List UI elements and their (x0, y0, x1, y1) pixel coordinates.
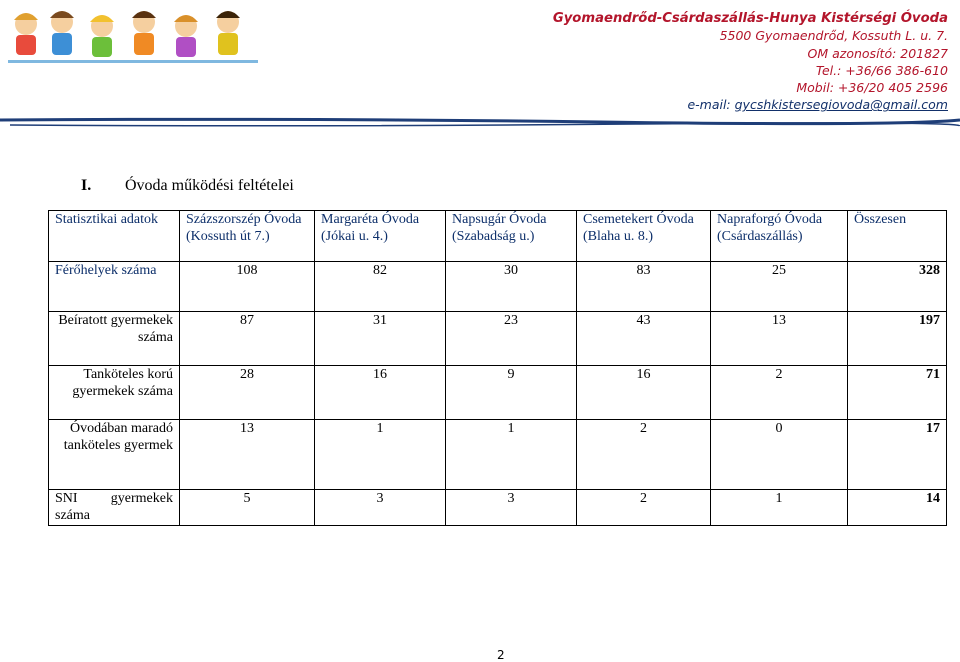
row-label: SNI gyermekek száma (49, 490, 180, 526)
table-row (49, 366, 947, 420)
email-link[interactable]: gycshkistersegiovoda@gmail.com (734, 97, 948, 113)
org-name: Gyomaendrőd-Csárdaszállás-Hunya Kistérségi Óvoda (552, 11, 948, 26)
row-total: 17 (848, 420, 947, 490)
row-total: 71 (848, 366, 947, 420)
table-cell: 0 (711, 420, 848, 490)
header-divider (0, 112, 960, 132)
table-cell: 13 (180, 420, 315, 490)
table-header-row (49, 211, 947, 262)
table-cell: 1 (446, 420, 577, 490)
table-row (49, 420, 947, 490)
table-cell: 16 (315, 366, 446, 420)
table-cell: 1 (315, 420, 446, 490)
row-label: Férőhelyek száma (49, 262, 180, 312)
row-total: 328 (848, 262, 947, 312)
table-cell: 5 (180, 490, 315, 526)
table-cell: 2 (577, 420, 711, 490)
org-address: 5500 Gyomaendrőd, Kossuth L. u. 7. (719, 28, 948, 44)
table-cell: 1 (711, 490, 848, 526)
section-title (81, 177, 294, 195)
section-title-text: Óvoda működési feltételei (125, 177, 294, 194)
table-cell: 83 (577, 262, 711, 312)
row-label: Tanköteles korú gyermekek száma (49, 366, 180, 420)
email-prefix: e-mail: (687, 97, 735, 113)
table-cell: 108 (180, 262, 315, 312)
section-number: I. (81, 177, 92, 194)
row-total: 14 (848, 490, 947, 526)
org-mobil: Mobil: +36/20 405 2596 (796, 80, 948, 96)
table-cell: 30 (446, 262, 577, 312)
column-header: Napsugár Óvoda (Szabadság u.) (446, 211, 577, 262)
column-header: Összesen (848, 211, 947, 262)
column-header: Margaréta Óvoda (Jókai u. 4.) (315, 211, 446, 262)
table-row (49, 262, 947, 312)
table-cell: 87 (180, 312, 315, 366)
table-cell: 82 (315, 262, 446, 312)
page-number: 2 (497, 648, 505, 662)
row-total: 197 (848, 312, 947, 366)
org-om: OM azonosító: 201827 (807, 45, 948, 61)
table-cell: 28 (180, 366, 315, 420)
row-label: Beíratott gyermekek száma (49, 312, 180, 366)
table-cell: 2 (577, 490, 711, 526)
table-cell: 2 (711, 366, 848, 420)
column-header: Napraforgó Óvoda (Csárdaszállás) (711, 211, 848, 262)
table-cell: 9 (446, 366, 577, 420)
table-cell: 31 (315, 312, 446, 366)
table-row (49, 312, 947, 366)
statistics-table (48, 210, 947, 526)
table-cell: 3 (315, 490, 446, 526)
table-cell: 25 (711, 262, 848, 312)
table-cell: 16 (577, 366, 711, 420)
table-cell: 23 (446, 312, 577, 366)
table-cell: 3 (446, 490, 577, 526)
org-tel: Tel.: +36/66 386-610 (815, 62, 948, 78)
table-cell: 13 (711, 312, 848, 366)
kindergarten-logo (4, 4, 266, 70)
column-header: Százszorszép Óvoda (Kossuth út 7.) (180, 211, 315, 262)
table-cell: 43 (577, 312, 711, 366)
corner-header: Statisztikai adatok (49, 211, 180, 262)
column-header: Csemetekert Óvoda (Blaha u. 8.) (577, 211, 711, 262)
table-row (49, 490, 947, 526)
row-label: Óvodában maradó tanköteles gyermek (49, 420, 180, 490)
organization-info (553, 10, 948, 114)
